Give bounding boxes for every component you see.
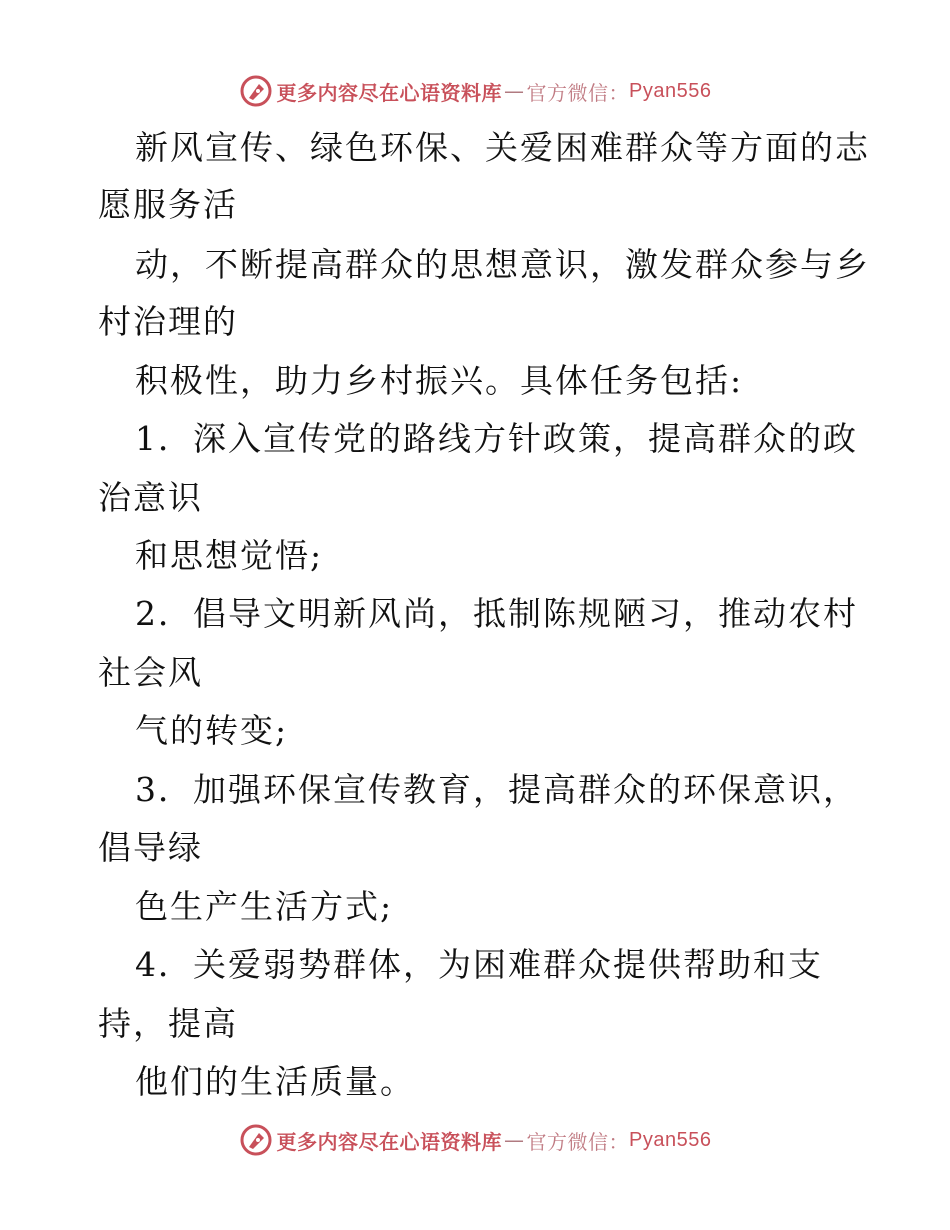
body-line: 4．关爱弱势群体，为困难群众提供帮助和支 (135, 945, 823, 984)
body-line: 持，提高 (98, 1004, 238, 1043)
watermark-text: 更多内容尽在心语资料库 (276, 1129, 503, 1154)
header-watermark (0, 71, 950, 111)
body-line: 2．倡导文明新风尚，抵制陈规陋习，推动农村 (135, 594, 858, 633)
body-line: 他们的生活质量。 (135, 1062, 415, 1101)
body-line: 3．加强环保宣传教育，提高群众的环保意识， (135, 770, 858, 809)
pen-nib-logo-icon (239, 1123, 273, 1157)
body-line: 社会风 (98, 653, 203, 692)
body-line: 村治理的 (98, 302, 238, 341)
watermark-wechat-label: 官方微信： (526, 80, 630, 105)
body-line: 愿服务活 (98, 185, 238, 224)
pen-nib-logo-icon (239, 74, 273, 108)
watermark-text: 更多内容尽在心语资料库 (276, 80, 503, 105)
footer-watermark (0, 1120, 950, 1160)
body-line: 动，不断提高群众的思想意识，激发群众参与乡 (135, 245, 870, 284)
body-line: 色生产生活方式; (135, 887, 394, 926)
body-line: 新风宣传、绿色环保、关爱困难群众等方面的志 (135, 128, 870, 167)
watermark-wechat-id: Pyan556 (629, 79, 712, 102)
body-line: 和思想觉悟; (135, 536, 324, 575)
watermark-wechat-label: 官方微信： (526, 1129, 630, 1154)
body-line: 治意识 (98, 478, 203, 517)
watermark-separator: — (504, 1128, 525, 1152)
body-line: 气的转变; (135, 711, 289, 750)
body-line: 倡导绿 (98, 828, 203, 867)
watermark-wechat-id: Pyan556 (629, 1128, 712, 1151)
body-line: 积极性，助力乡村振兴。具体任务包括: (135, 361, 744, 400)
body-line: 1．深入宣传党的路线方针政策，提高群众的政 (135, 419, 858, 458)
watermark-separator: — (504, 79, 525, 103)
